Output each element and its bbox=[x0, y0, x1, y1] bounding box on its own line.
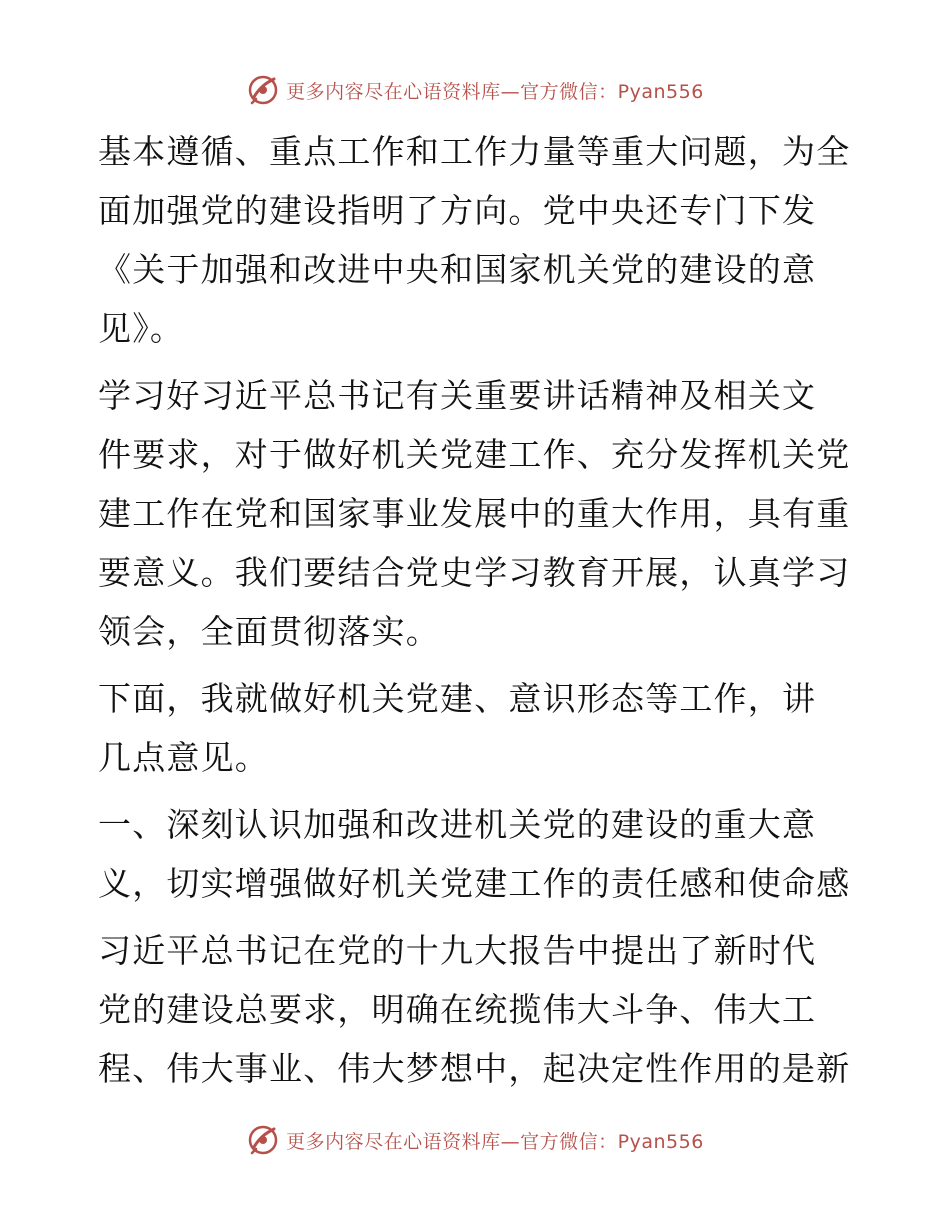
text-line: 党的建设总要求，明确在统揽伟大斗争、伟大工 bbox=[98, 990, 817, 1029]
text-line: 领会，全面贯彻落实。 bbox=[98, 612, 440, 651]
text-line: 下面，我就做好机关党建、意识形态等工作，讲 bbox=[98, 679, 817, 718]
text-line: 程、伟大事业、伟大梦想中，起决定性作用的是新 bbox=[98, 1049, 851, 1088]
text-line: 基本遵循、重点工作和工作力量等重大问题，为全 bbox=[98, 132, 851, 171]
text-line: 习近平总书记在党的十九大报告中提出了新时代 bbox=[98, 931, 817, 970]
text-line: 《关于加强和改进中央和国家机关党的建设的意 bbox=[98, 250, 817, 289]
text-line: 建工作在党和国家事业发展中的重大作用，具有重 bbox=[98, 494, 851, 533]
pen-ribbon-logo-icon bbox=[246, 1123, 280, 1157]
header-banner-text: 更多内容尽在心语资料库—官方微信：Pyan556 bbox=[286, 80, 704, 103]
footer-watermark-banner bbox=[0, 1120, 950, 1160]
header-watermark-banner bbox=[0, 70, 950, 110]
text-line: 一、深刻认识加强和改进机关党的建设的重大意 bbox=[98, 805, 817, 844]
paragraph-1 bbox=[98, 122, 858, 358]
section-heading-1 bbox=[98, 795, 858, 913]
text-line: 要意义。我们要结合党史学习教育开展，认真学习 bbox=[98, 553, 851, 592]
text-line: 几点意见。 bbox=[98, 738, 269, 777]
text-line: 件要求，对于做好机关党建工作、充分发挥机关党 bbox=[98, 435, 851, 474]
footer-banner-text: 更多内容尽在心语资料库—官方微信：Pyan556 bbox=[286, 1130, 704, 1153]
paragraph-3 bbox=[98, 669, 858, 787]
paragraph-2 bbox=[98, 366, 858, 661]
pen-ribbon-logo-icon bbox=[246, 73, 280, 107]
text-line: 见》。 bbox=[98, 309, 185, 348]
text-line: 学习好习近平总书记有关重要讲话精神及相关文 bbox=[98, 376, 817, 415]
document-body bbox=[98, 122, 858, 1098]
paragraph-4 bbox=[98, 921, 858, 1098]
text-line: 义，切实增强做好机关党建工作的责任感和使命感 bbox=[98, 864, 851, 903]
text-line: 面加强党的建设指明了方向。党中央还专门下发 bbox=[98, 191, 817, 230]
